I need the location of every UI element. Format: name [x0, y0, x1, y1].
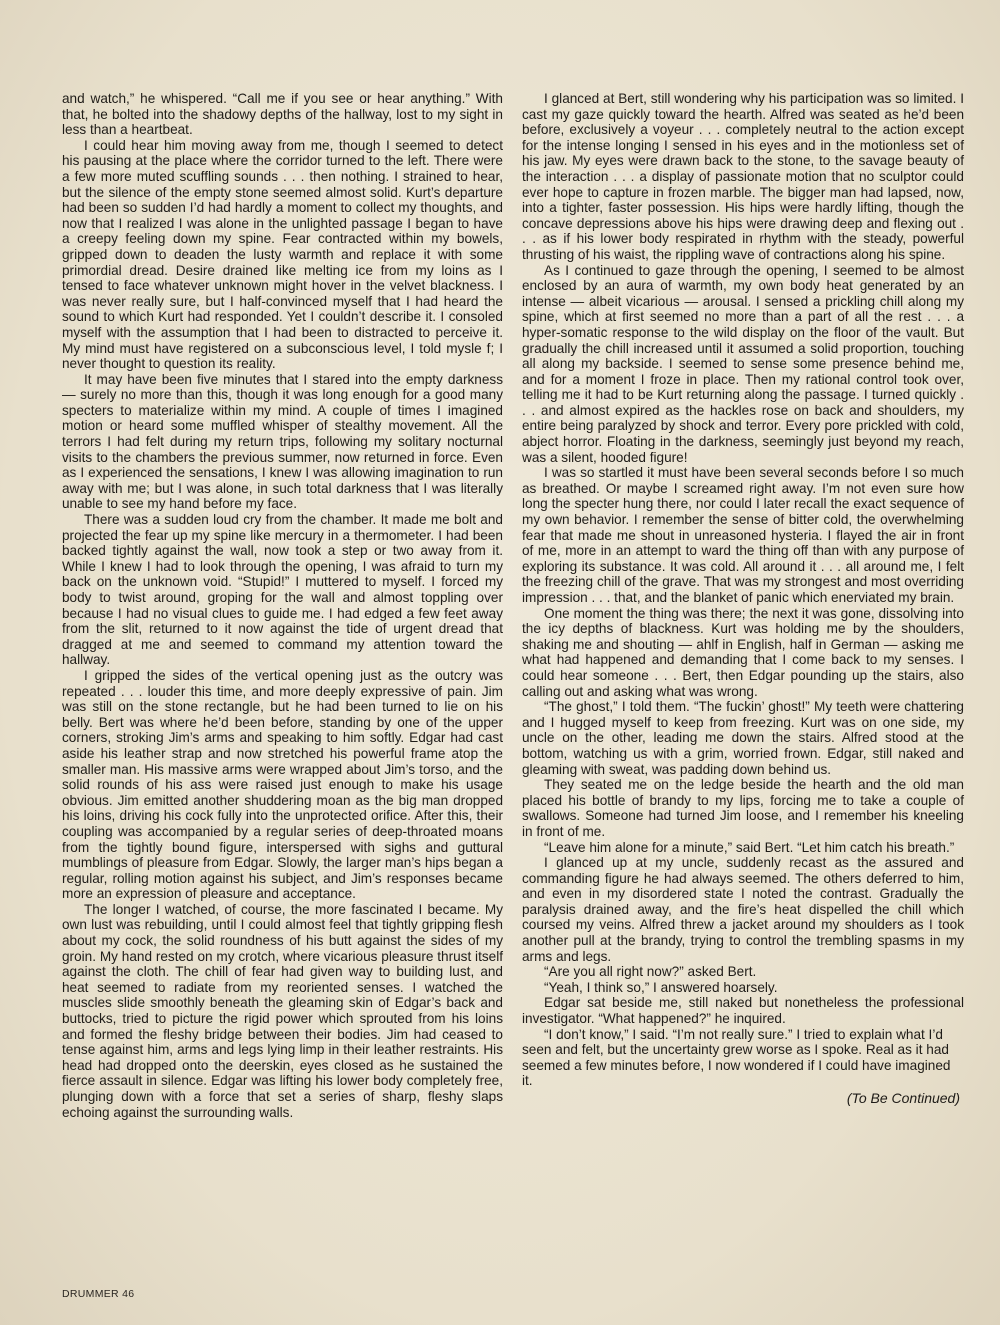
paragraph: “Leave him alone for a minute,” said Bert. “Let him catch his breath.” [544, 839, 955, 855]
left-column [62, 91, 503, 1120]
paragraph: “I don’t know,” I said. “I’m not really sure.” I tried to explain what I’d seen and felt, but the uncertainty grew worse as I spoke. Real as it had seemed a few minutes before, I now wondered if I could have imagined it. [522, 1026, 951, 1089]
paragraph: “Are you all right now?” asked Bert. [544, 964, 757, 980]
paragraph: I could hear him moving away from me, though I seemed to detect his pausing at the place where the corridor turned to the left. There were a few more muted scuffling sounds . . . then nothing. I strained to hear, but the silence of the empty stone seemed almost solid. Kurt’s departure had been so sudden I’d had hardly a moment to collect my thoughts, and now that I realized I was alone in the unlighted passage I began to have a creepy feeling down my spine. Fear contracted within my bowels, gripped down to deaden the lusty warmth and replace it with some primordial dread. Desire drained like melting ice from my loins as I tensed to face whatever unknown might hover in the velvet blackness. I was never really sure, but I half-convinced myself that I had heard the sound to which Kurt had responded. Yet I couldn’t describe it. I consoled myself with the assumption that I had been to distracted to perceive it. My mind must have registered on a subconscious level, I told mysle f; I never thought to question its reality. [62, 137, 503, 372]
paragraph: Edgar sat beside me, still naked but nonetheless the professional investigator. “What happened?” he inquired. [522, 995, 964, 1027]
paragraph: As I continued to gaze through the opening, I seemed to be almost enclosed by an aura of warmth, my own body heat generated by an intense — albeit vicarious — arousal. I sensed a prickling chill along my spine, which at first seemed no more than a part of all the rest . . . a hyper-somatic response to the wild display on the floor of the vault. But gradually the chill increased until it assumed a solid proportion, touching all along my backside. I seemed to sense some presence behind me, and for a moment I froze in place. Then my rational control took over, telling me it had to be Kurt returning along the passage. I turned quickly . . . and almost expired as the hackles rose on back and shoulders, my entire being paralyzed by shock and terror. Every pore prickled with cold, abject horror. Floating in the darkness, seemingly just beyond my reach, was a silent, hooded figure! [522, 262, 964, 465]
page-folio: DRUMMER 46 [62, 1288, 135, 1300]
continued-note: (To Be Continued) [846, 1090, 960, 1106]
right-column [522, 91, 964, 1107]
paragraph: I glanced at Bert, still wondering why his participation was so limited. I cast my gaze quickly toward the hearth. Alfred was seated as he’d been before, exclusively a voyeur . . . completely neutral to the action except for the intense longing I sensed in his eyes and in the motionless set of his jaw. My eyes were drawn back to the stone, to the savage beauty of the interaction . . . a display of passionate motion that no sculptor could ever hope to capture in frozen marble. The bigger man had lapsed, now, into a tighter, faster possession. His hips were hardly lifting, though the concave depressions above his hips were drawing deep and flexing out . . . as if his lower body respirated in rhythm with the steady, powerful thrusting of his waist, the rippling wave of contractions along his spine. [522, 91, 964, 262]
paragraph: They seated me on the ledge beside the hearth and the old man placed his bottle of brandy to my lips, forcing me to take a couple of swallows. Someone had turned Jim loose, and I remember his kneeling in front of me. [522, 777, 964, 839]
paragraph: “Yeah, I think so,” I answered hoarsely. [544, 979, 778, 995]
paragraph: The longer I watched, of course, the more fascinated I became. My own lust was rebuilding, until I could almost feel that tightly gripping flesh about my cock, the solid roundness of his butt against the sides of my groin. My hand rested on my crotch, where vicarious pleasure thrust itself against the cloth. The chill of fear had given way to building lust, and heat seemed to radiate from my reoriented senses. I watched the muscles slide smoothly beneath the gleaming skin of Edgar’s back and buttocks, tried to picture the rigid power which sprouted from his loins and formed the fleshy bridge between their bodies. Jim had ceased to tense against him, arms and legs lying limp in their leather restraints. His head had dropped onto the deerskin, eyes closed as he sustained the fierce assault in silence. Edgar was lifting his lower body completely free, plunging down with a force that set a series of sharp, fleshy slaps echoing against the surrounding walls. [62, 901, 503, 1120]
paragraph: I glanced up at my uncle, suddenly recast as the assured and commanding figure he had always seemed. The others deferred to him, and even in my disordered state I noted the contrast. Gradually the paralysis drained away, and the fire’s heat dispelled the chill which coursed my veins. Alfred threw a jacket around my shoulders as I took another pull at the brandy, trying to control the trembling spasms in my arms and legs. [522, 855, 964, 964]
paragraph: There was a sudden loud cry from the chamber. It made me bolt and projected the fear up my spine like mercury in a thermometer. I had been backed tightly against the wall, now took a step or two away from it. While I knew I had to look through the opening, I was afraid to turn my back on the unknown void. “Stupid!” I muttered to myself. I forced my body to twist around, groping for the wall and almost toppling over because I had no visual clues to guide me. I had edged a few feet away from the slit, returned to it now against the tide of urgent dread that dragged at me and seemed to command my attention toward the hallway. [62, 512, 503, 668]
paragraph: One moment the thing was there; the next it was gone, dissolving into the icy depths of blackness. Kurt was holding me by the shoulders, shaking me and shouting — ahlf in English, half in German — asking me what had happened and demanding that I come back to my senses. I could hear someone . . . Bert, then Edgar pounding up the stairs, also calling out and asking what was wrong. [522, 605, 964, 699]
paragraph: I was so startled it must have been several seconds before I so much as breathed. Or maybe I screamed right away. I’m not even sure how long the specter hung there, nor could I later recall the exact sequence of my own behavior. I remember the sense of bitter cold, the overwhelming fear that made me shout in unreasoned hysteria. I flayed the air in front of me, more in an attempt to ward the thing off than with any purpose of exploring its substance. It was cold. All around it . . . all around me, I felt the freezing chill of the grave. That was my strongest and most overriding impression . . . that, and the blanket of panic which enerviated my brain. [522, 465, 964, 605]
paragraph: It may have been five minutes that I stared into the empty darkness — surely no more than this, though it was long enough for a good many specters to materialize within my mind. A couple of times I imagined motion or heard some muffled whisper of stealthy movement. All the terrors I had felt during my return trips, following my solitary nocturnal visits to the chambers the previous summer, now returned in force. Even as I experienced the sensations, I knew I was allowing imagination to run away with me; but I was alone, in such total darkness that I was literally unable to see my hand before my face. [62, 371, 503, 512]
paragraph: and watch,” he whispered. “Call me if you see or hear anything.” With that, he bolted into the shadowy depths of the hallway, lost to my sight in less than a heartbeat. [62, 91, 503, 138]
paragraph: “The ghost,” I told them. “The fuckin’ ghost!” My teeth were chattering and I hugged myself to keep from freezing. Kurt was on one side, my uncle on the other, leading me down the stairs. Alfred stood at the bottom, watching us with a grim, worried frown. Edgar, still naked and gleaming with sweat, was padding down behind us. [522, 699, 964, 777]
paragraph: I gripped the sides of the vertical opening just as the outcry was repeated . . . louder this time, and more deeply expressive of pain. Jim was still on the stone rectangle, but he had been turned to lie on his belly. Bert was where he’d been before, standing by one of the upper corners, stroking Jim’s arms and speaking to him softly. Edgar had cast aside his leather strap and now stretched his powerful frame atop the smaller man. His massive arms were wrapped about Jim’s torso, and the solid rounds of his ass were raised just enough to make his usage obvious. Jim emitted another shuddering moan as the big man dropped his loins, driving his cock fully into the unprotected orifice. After this, their coupling was accompanied by a regular series of deep-throated moans from the tightly bound figure, interspersed with sighs and guttural mumblings of pleasure from Edgar. Slowly, the larger man’s hips began a regular, rolling motion against his subject, and Jim’s responses became more an expression of pleasure and acceptance. [62, 667, 503, 902]
